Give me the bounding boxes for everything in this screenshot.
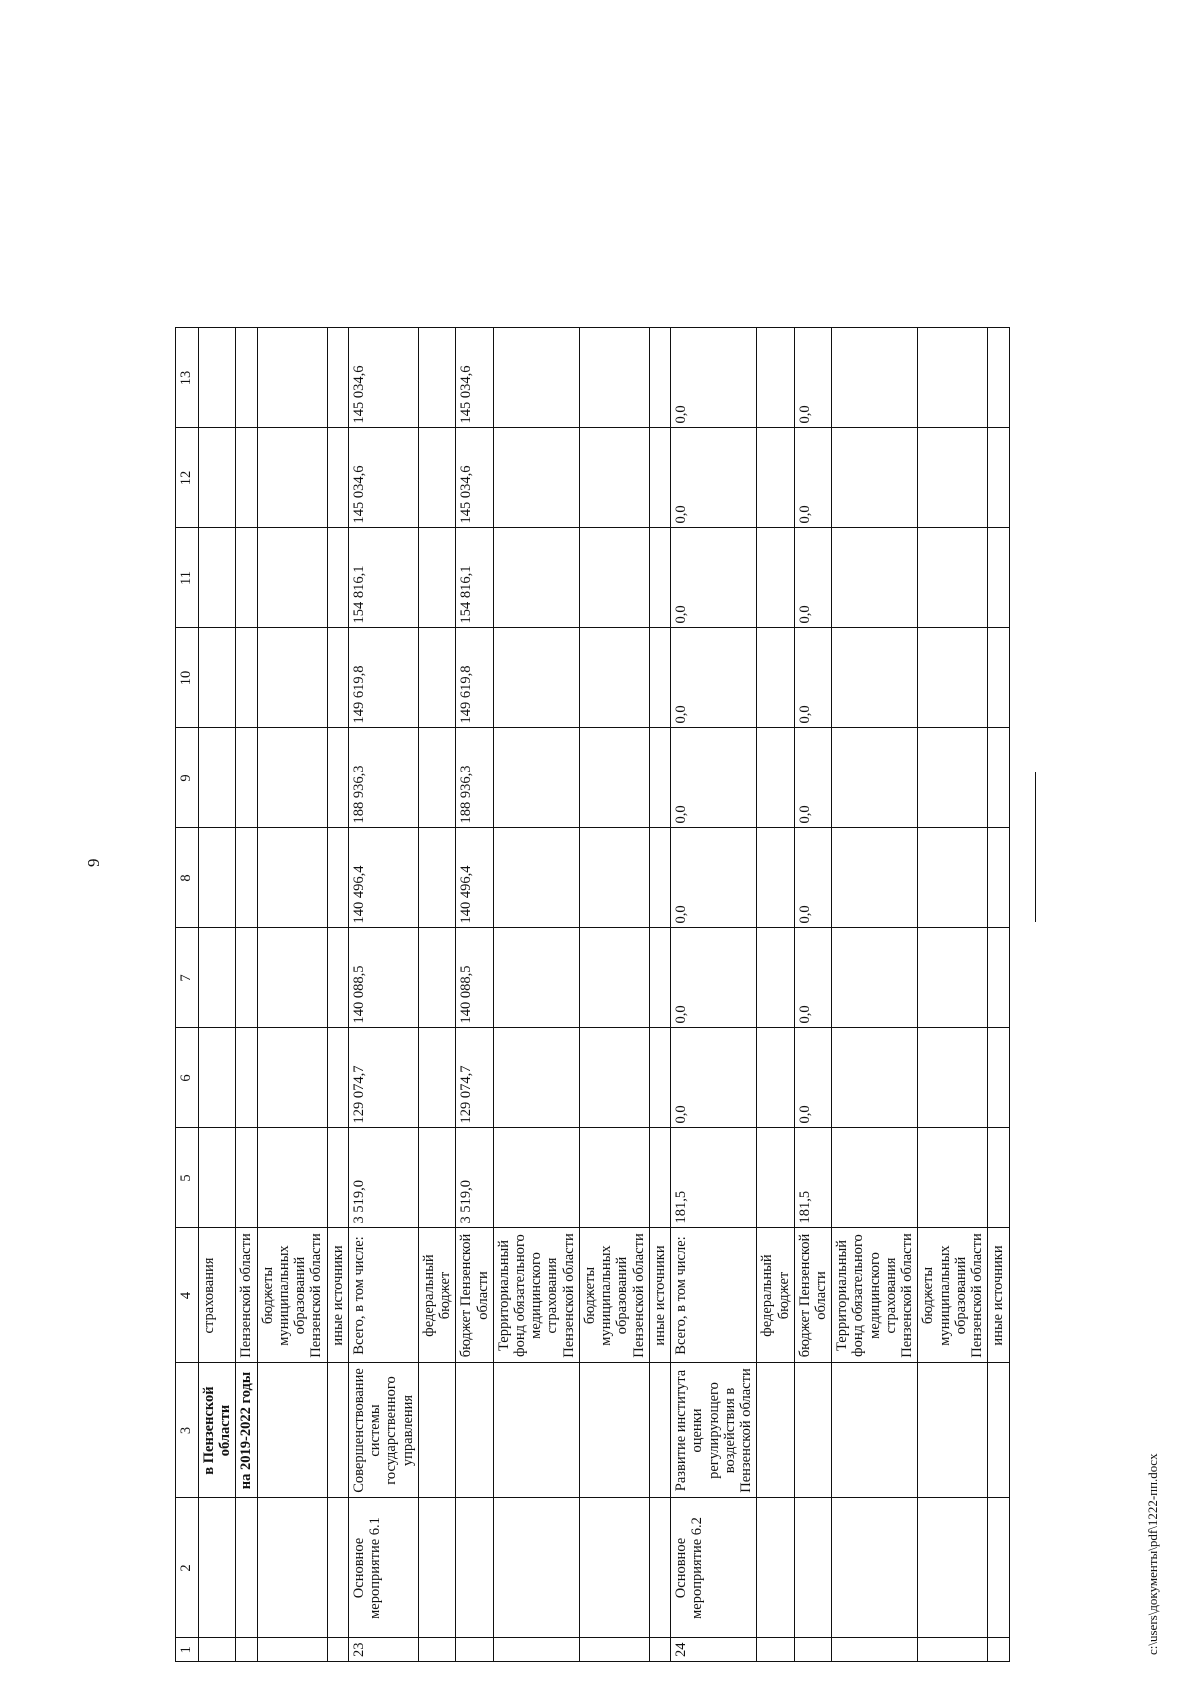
amount-cell [493, 1128, 579, 1228]
amount-cell [832, 428, 918, 528]
amount-cell [649, 828, 670, 928]
amount-cell [757, 628, 794, 728]
amount-cell [579, 828, 649, 928]
activity-name-cell [579, 1363, 649, 1498]
amount-cell [649, 528, 670, 628]
amount-cell [579, 1028, 649, 1128]
amount-cell [327, 728, 348, 828]
amount-cell [327, 828, 348, 928]
amount-cell [757, 728, 794, 828]
row-number-cell [988, 1638, 1009, 1662]
table-row [418, 328, 455, 1662]
table-row [757, 328, 794, 1662]
amount-cell [579, 1128, 649, 1228]
amount-cell [236, 328, 257, 428]
activity-type-cell [236, 1498, 257, 1638]
table-row [794, 328, 831, 1662]
activity-type-cell: Основное мероприятие 6.2 [671, 1498, 757, 1638]
row-number-cell [832, 1638, 918, 1662]
column-number: 11 [176, 528, 199, 628]
amount-cell [832, 928, 918, 1028]
row-number-cell [757, 1638, 794, 1662]
amount-cell [649, 1028, 670, 1128]
amount-cell [988, 928, 1009, 1028]
amount-cell: 0,0 [794, 728, 831, 828]
amount-cell [257, 628, 327, 728]
amount-cell [199, 328, 236, 428]
amount-cell [418, 1128, 455, 1228]
amount-cell [988, 728, 1009, 828]
amount-cell [418, 928, 455, 1028]
amount-cell [649, 428, 670, 528]
funding-source-cell: иные источники [649, 1228, 670, 1363]
amount-cell: 145 034,6 [348, 328, 418, 428]
table-row [236, 328, 257, 1662]
amount-cell [327, 428, 348, 528]
funding-source-cell: бюджеты муниципальных образований Пензенской области [257, 1228, 327, 1363]
activity-name-cell [918, 1363, 988, 1498]
amount-cell [649, 928, 670, 1028]
amount-cell [257, 828, 327, 928]
funding-source-cell: Всего, в том числе: [671, 1228, 757, 1363]
amount-cell [199, 928, 236, 1028]
amount-cell: 145 034,6 [456, 428, 493, 528]
row-number-cell: 24 [671, 1638, 757, 1662]
amount-cell [649, 728, 670, 828]
activity-type-cell [649, 1498, 670, 1638]
activity-type-cell [794, 1498, 831, 1638]
amount-cell [327, 328, 348, 428]
amount-cell: 3 519,0 [456, 1128, 493, 1228]
activity-name-cell: Совершенствование системы государственного управления [348, 1363, 418, 1498]
amount-cell [236, 528, 257, 628]
funding-source-cell: иные источники [327, 1228, 348, 1363]
row-number-cell [794, 1638, 831, 1662]
funding-source-cell: Территориальный фонд обязательного медицинского страхования Пензенской области [832, 1228, 918, 1363]
amount-cell [579, 628, 649, 728]
amount-cell: 188 936,3 [456, 728, 493, 828]
amount-cell [579, 928, 649, 1028]
table-row [671, 328, 757, 1662]
amount-cell [236, 628, 257, 728]
amount-cell [988, 1028, 1009, 1128]
amount-cell [493, 928, 579, 1028]
funding-source-cell: Территориальный фонд обязательного медицинского страхования Пензенской области [493, 1228, 579, 1363]
amount-cell [418, 1028, 455, 1128]
amount-cell [418, 328, 455, 428]
table-row [579, 328, 649, 1662]
column-number: 3 [176, 1363, 199, 1498]
amount-cell [418, 428, 455, 528]
activity-type-cell [832, 1498, 918, 1638]
budget-table [175, 328, 1010, 1663]
amount-cell [988, 328, 1009, 428]
amount-cell [257, 428, 327, 528]
activity-type-cell [988, 1498, 1009, 1638]
activity-type-cell [327, 1498, 348, 1638]
activity-type-cell [257, 1498, 327, 1638]
amount-cell [236, 728, 257, 828]
table-row [493, 328, 579, 1662]
amount-cell: 0,0 [794, 828, 831, 928]
amount-cell [757, 328, 794, 428]
amount-cell [757, 428, 794, 528]
amount-cell [493, 428, 579, 528]
amount-cell [988, 1128, 1009, 1228]
table-row [199, 328, 236, 1662]
end-of-table-line [1035, 772, 1036, 922]
activity-name-cell [757, 1363, 794, 1498]
row-number-cell [418, 1638, 455, 1662]
table-row [327, 328, 348, 1662]
amount-cell [918, 1128, 988, 1228]
amount-cell: 140 496,4 [456, 828, 493, 928]
amount-cell: 0,0 [794, 628, 831, 728]
amount-cell [493, 528, 579, 628]
amount-cell [918, 928, 988, 1028]
amount-cell [199, 628, 236, 728]
column-number: 10 [176, 628, 199, 728]
amount-cell [327, 928, 348, 1028]
amount-cell [918, 828, 988, 928]
activity-type-cell [579, 1498, 649, 1638]
table-row [257, 328, 327, 1662]
activity-name-cell [493, 1363, 579, 1498]
amount-cell [236, 428, 257, 528]
amount-cell [757, 1128, 794, 1228]
footer-file-path: c:\users\документы\pdf\1222-пп.docx [1145, 1453, 1160, 1655]
amount-cell [988, 628, 1009, 728]
amount-cell [418, 628, 455, 728]
amount-cell [988, 428, 1009, 528]
amount-cell: 0,0 [671, 428, 757, 528]
funding-source-cell: федеральный бюджет [418, 1228, 455, 1363]
amount-cell: 140 496,4 [348, 828, 418, 928]
column-number: 2 [176, 1498, 199, 1638]
activity-name-cell [832, 1363, 918, 1498]
amount-cell [257, 528, 327, 628]
amount-cell: 154 816,1 [348, 528, 418, 628]
amount-cell: 0,0 [671, 528, 757, 628]
amount-cell: 145 034,6 [348, 428, 418, 528]
amount-cell [649, 1128, 670, 1228]
amount-cell [199, 1028, 236, 1128]
amount-cell: 0,0 [671, 328, 757, 428]
column-number: 9 [176, 728, 199, 828]
amount-cell: 0,0 [794, 928, 831, 1028]
amount-cell: 181,5 [794, 1128, 831, 1228]
amount-cell [199, 428, 236, 528]
amount-cell: 129 074,7 [348, 1028, 418, 1128]
amount-cell [236, 1128, 257, 1228]
amount-cell [649, 628, 670, 728]
activity-name-cell: в Пензенской области [199, 1363, 236, 1498]
column-number: 13 [176, 328, 199, 428]
amount-cell: 140 088,5 [456, 928, 493, 1028]
column-number: 6 [176, 1028, 199, 1128]
amount-cell [757, 928, 794, 1028]
column-number: 12 [176, 428, 199, 528]
row-number-cell: 23 [348, 1638, 418, 1662]
funding-source-cell: бюджет Пензенской области [794, 1228, 831, 1363]
activity-name-cell [988, 1363, 1009, 1498]
activity-name-cell: на 2019-2022 годы [236, 1363, 257, 1498]
amount-cell [757, 828, 794, 928]
table-row [348, 328, 418, 1662]
activity-name-cell [649, 1363, 670, 1498]
amount-cell [832, 528, 918, 628]
row-number-cell [649, 1638, 670, 1662]
amount-cell: 0,0 [671, 928, 757, 1028]
amount-cell [579, 428, 649, 528]
amount-cell: 181,5 [671, 1128, 757, 1228]
activity-name-cell: Развитие института оценки регулирующего воздействия в Пензенской области [671, 1363, 757, 1498]
amount-cell [493, 628, 579, 728]
amount-cell [649, 328, 670, 428]
column-number: 5 [176, 1128, 199, 1228]
activity-name-cell [418, 1363, 455, 1498]
column-number: 8 [176, 828, 199, 928]
table-row [918, 328, 988, 1662]
amount-cell [918, 728, 988, 828]
amount-cell [493, 1028, 579, 1128]
amount-cell [832, 628, 918, 728]
funding-source-cell: бюджеты муниципальных образований Пензенской области [918, 1228, 988, 1363]
amount-cell: 149 619,8 [348, 628, 418, 728]
activity-type-cell [493, 1498, 579, 1638]
amount-cell [918, 628, 988, 728]
amount-cell [579, 528, 649, 628]
amount-cell: 3 519,0 [348, 1128, 418, 1228]
table-row [649, 328, 670, 1662]
amount-cell [579, 728, 649, 828]
amount-cell [327, 1028, 348, 1128]
funding-source-cell: бюджеты муниципальных образований Пензенской области [579, 1228, 649, 1363]
amount-cell [236, 928, 257, 1028]
amount-cell [257, 1028, 327, 1128]
activity-type-cell: Основное мероприятие 6.1 [348, 1498, 418, 1638]
amount-cell: 0,0 [794, 428, 831, 528]
amount-cell [257, 728, 327, 828]
row-number-cell [456, 1638, 493, 1662]
row-number-cell [236, 1638, 257, 1662]
activity-type-cell [456, 1498, 493, 1638]
amount-cell [418, 728, 455, 828]
amount-cell [918, 1028, 988, 1128]
amount-cell [257, 1128, 327, 1228]
row-number-cell [199, 1638, 236, 1662]
amount-cell [199, 528, 236, 628]
amount-cell: 0,0 [671, 628, 757, 728]
amount-cell [579, 328, 649, 428]
activity-type-cell [199, 1498, 236, 1638]
funding-source-cell: страхования [199, 1228, 236, 1363]
amount-cell [257, 328, 327, 428]
amount-cell [493, 828, 579, 928]
amount-cell [918, 528, 988, 628]
amount-cell: 140 088,5 [348, 928, 418, 1028]
amount-cell: 0,0 [671, 1028, 757, 1128]
column-number: 4 [176, 1228, 199, 1363]
table-row [832, 328, 918, 1662]
funding-source-cell: Всего, в том числе: [348, 1228, 418, 1363]
column-number: 7 [176, 928, 199, 1028]
funding-source-cell: бюджет Пензенской области [456, 1228, 493, 1363]
amount-cell [327, 528, 348, 628]
table-row [456, 328, 493, 1662]
table-row [988, 328, 1009, 1662]
amount-cell: 154 816,1 [456, 528, 493, 628]
row-number-cell [493, 1638, 579, 1662]
amount-cell [199, 728, 236, 828]
amount-cell [832, 728, 918, 828]
row-number-cell [257, 1638, 327, 1662]
amount-cell [418, 528, 455, 628]
activity-name-cell [794, 1363, 831, 1498]
table-body [199, 328, 1010, 1662]
activity-name-cell [327, 1363, 348, 1498]
amount-cell [757, 528, 794, 628]
amount-cell [418, 828, 455, 928]
amount-cell: 145 034,6 [456, 328, 493, 428]
amount-cell [832, 1028, 918, 1128]
amount-cell [918, 328, 988, 428]
amount-cell: 188 936,3 [348, 728, 418, 828]
amount-cell [988, 828, 1009, 928]
amount-cell: 0,0 [671, 828, 757, 928]
amount-cell [988, 528, 1009, 628]
amount-cell [918, 428, 988, 528]
amount-cell [199, 828, 236, 928]
row-number-cell [327, 1638, 348, 1662]
funding-source-cell: Пензенской области [236, 1228, 257, 1363]
amount-cell [236, 828, 257, 928]
amount-cell [327, 1128, 348, 1228]
amount-cell: 0,0 [794, 328, 831, 428]
amount-cell [236, 1028, 257, 1128]
amount-cell [832, 828, 918, 928]
amount-cell [832, 328, 918, 428]
activity-name-cell [257, 1363, 327, 1498]
amount-cell: 0,0 [794, 528, 831, 628]
page-number: 9 [84, 858, 103, 867]
activity-name-cell [456, 1363, 493, 1498]
amount-cell: 149 619,8 [456, 628, 493, 728]
row-number-cell [579, 1638, 649, 1662]
amount-cell [493, 728, 579, 828]
amount-cell: 129 074,7 [456, 1028, 493, 1128]
activity-type-cell [918, 1498, 988, 1638]
column-number: 1 [176, 1638, 199, 1662]
activity-type-cell [418, 1498, 455, 1638]
column-number-row [176, 328, 199, 1662]
funding-source-cell: федеральный бюджет [757, 1228, 794, 1363]
funding-source-cell: иные источники [988, 1228, 1009, 1363]
amount-cell [257, 928, 327, 1028]
row-number-cell [918, 1638, 988, 1662]
amount-cell [493, 328, 579, 428]
amount-cell [199, 1128, 236, 1228]
amount-cell [832, 1128, 918, 1228]
amount-cell [757, 1028, 794, 1128]
amount-cell: 0,0 [671, 728, 757, 828]
amount-cell: 0,0 [794, 1028, 831, 1128]
activity-type-cell [757, 1498, 794, 1638]
amount-cell [327, 628, 348, 728]
